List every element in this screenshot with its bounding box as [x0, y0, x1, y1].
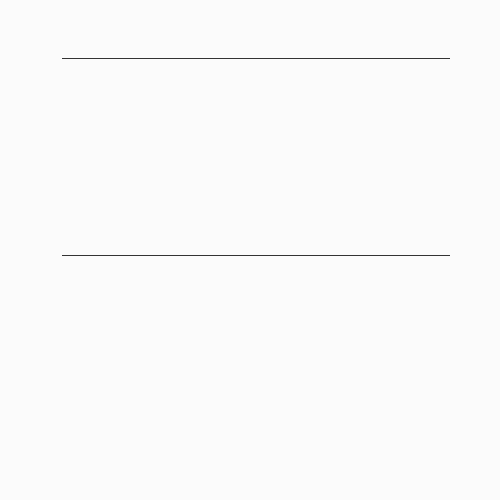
extra-stats [292, 436, 462, 472]
column-headers-gonzaga [0, 58, 500, 76]
column-headers-coolidge [0, 255, 500, 273]
